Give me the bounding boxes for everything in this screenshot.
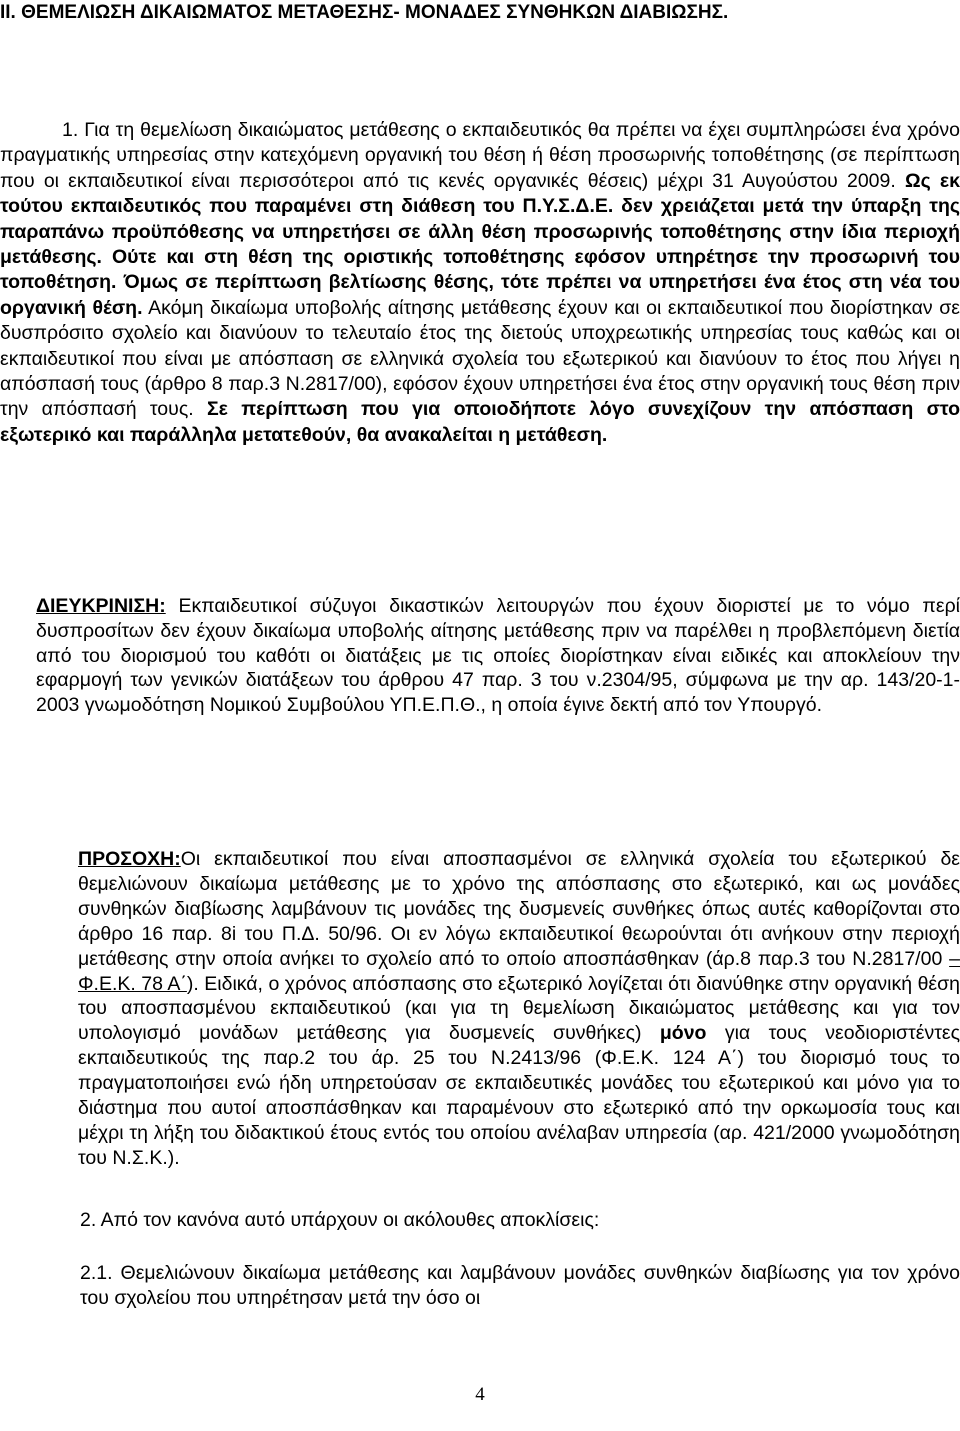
paragraph-text: για τους νεοδιοριστέντες εκπαιδευτικούς της παρ.2 του άρ. 25 του Ν.2413/96 (Φ.Ε.Κ. 124 Α΄) του διορισμό τους το πραγματοποιήσει ενώ ήδη υπηρετούσαν σε εκπαιδευτικές μονάδες του εξωτερικού και μόνο για το διάστημα που αυτοί αποσπάσθηκαν και παραμένουν στο εξωτερικό από την ορκωμοσία τους και μέχρι τη λήξη του διδακτικού έτους εντός του οποίου ανέλαβαν υπηρεσία (αρ. 421/2000 γνωμοδότηση του Ν.Σ.Κ.). — [78, 1022, 960, 1169]
attention-label: ΠΡΟΣΟΧΗ: — [78, 848, 181, 870]
paragraph-text: Οι εκπαιδευτικοί που είναι αποσπασμένοι σε ελληνικά σχολεία του εξωτερικού δε θεμελιώνουν δικαίωμα μετάθεσης με το χρόνο της απόσπασης στο εξωτερικό, και ως μονάδες συνθηκών διαβίωσης λαμβάνουν τις μονάδες της δυσμενείς συνθήκες όπως αυτές καθορίζονται στο άρθρο 16 παρ. 8i του Π.Δ. 50/96. Οι εν λόγω εκπαιδευτικοί θεωρούνται ότι ανήκουν στην περιοχή μετάθεσης στην οποία ανήκει το σχολείο από το οποίο αποσπάσθηκαν (άρ.8 παρ.3 του Ν.2817/00 — [78, 848, 960, 970]
list-item — [0, 1261, 960, 1311]
paragraph-attention — [0, 847, 960, 1171]
clarification-label: ΔΙΕΥΚΡΙΝΙΣΗ: — [36, 595, 166, 617]
paragraph-text: Ακόμη δικαίωμα υποβολής αίτησης μετάθεσης έχουν και οι εκπαιδευτικοί που διορίστηκαν σε δυσπρόσιτο σχολείο και διανύουν το τελευταίο έτος της διετούς υποχρεωτικής υπηρεσίας τους καθώς και οι εκπαιδευτικοί που είναι με απόσπαση σε ελληνικά σχολεία του εξωτερικού και διανύουν το έτος που λήγει η απόσπασή τους (άρθρο 8 παρ.3 Ν.2817/00), εφόσον έχουν υπηρετήσει ένα έτος στην οργανική τους θέση πριν την απόσπασή τους. — [0, 296, 960, 421]
page-number: 4 — [475, 1384, 485, 1405]
paragraph-transfer-eligibility — [0, 118, 960, 448]
list-item: 2. Από τον κανόνα αυτό υπάρχουν οι ακόλουθες αποκλίσεις: — [80, 1209, 600, 1231]
paragraph-text: 1. Για τη θεμελίωση δικαιώματος μετάθεσης ο εκπαιδευτικός θα πρέπει να έχει συμπληρώσει ένα χρόνο πραγματικής υπηρεσίας στην κατεχόμενη οργανική του θέση ή θέση προσωρινής τοποθέτησης (σε περίπτωση που οι εκπαιδευτικοί είναι περισσότεροι από τις κενές οργανικές θέσεις) μέχρι 31 Αυγούστου 2009. — [0, 119, 960, 192]
paragraph-text: Εκπαιδευτικοί σύζυγοι δικαστικών λειτουργών που έχουν διοριστεί με το νόμο περί δυσπροσίτων δεν έχουν δικαίωμα υποβολής αίτησης μετάθεσης πριν να παρέλθει η προβλεπόμενη διετία από του διορισμού του καθότι οι διατάξεις με τις οποίες διορίστηκαν είναι ειδικές και αποκλείουν την εφαρμογή των γενικών διατάξεων του άρθρου 47 παρ. 3 του ν.2304/95, σύμφωνα με την αρ. 143/20-1-2003 γνωμοδότηση Νομικού Συμβούλου ΥΠ.Ε.Π.Θ., η οποία έγινε δεκτή από τον Υπουργό. — [36, 595, 960, 717]
bold-text: μόνο — [659, 1022, 707, 1045]
section-heading: ΙΙ. ΘΕΜΕΛΙΩΣΗ ΔΙΚΑΙΩΜΑΤΟΣ ΜΕΤΑΘΕΣΗΣ- ΜΟΝΑΔΕΣ ΣΥΝΘΗΚΩΝ ΔΙΑΒΙΩΣΗΣ. — [0, 2, 729, 23]
list-item-text: 2.1. Θεμελιώνουν δικαίωμα μετάθεσης και λαμβάνουν μονάδες συνθηκών διαβίωσης για τον χρόνο του σχολείου που υπηρέτησαν μετά την όσο οι — [80, 1262, 960, 1309]
paragraph-clarification — [0, 594, 960, 718]
bold-text: Σε περίπτωση που για οποιοδήποτε λόγο συνεχίζουν την απόσπαση στο εξωτερικό και παράλληλα μετατεθούν, θα ανακαλείται η μετάθεση. — [0, 398, 960, 446]
bold-text: Ως εκ τούτου εκπαιδευτικός που παραμένει στη διάθεση του Π.Υ.Σ.Δ.Ε. δεν χρειάζεται μετά την ύπαρξη της παραπάνω προϋπόθεσης να υπηρετήσει σε άλλη θέση προσωρινής τοποθέτησης στην ίδια περιοχή μετάθεσης. Ούτε και στη θέση της οριστικής τοποθέτησης εφόσον υπηρέτησε την προσωρινή του τοποθέτηση. Όμως σε περίπτωση βελτίωσης θέσης, τότε πρέπει να υπηρετήσει ένα έτος στη νέα του οργανική θέση. — [0, 169, 960, 319]
paragraph-text: ). Ειδικά, ο χρόνος απόσπασης στο εξωτερικό λογίζεται ότι διανύθηκε στην οργανική θέση του αποσπασμένου εκπαιδευτικού (και για τη θεμελίωση δικαιώματος μετάθεσης και για τον υπολογισμό μονάδων μετάθεσης για δυσμενείς συνθήκες) — [78, 972, 960, 1045]
underlined-reference: – Φ.Ε.Κ. 78 Α΄ — [78, 947, 960, 995]
